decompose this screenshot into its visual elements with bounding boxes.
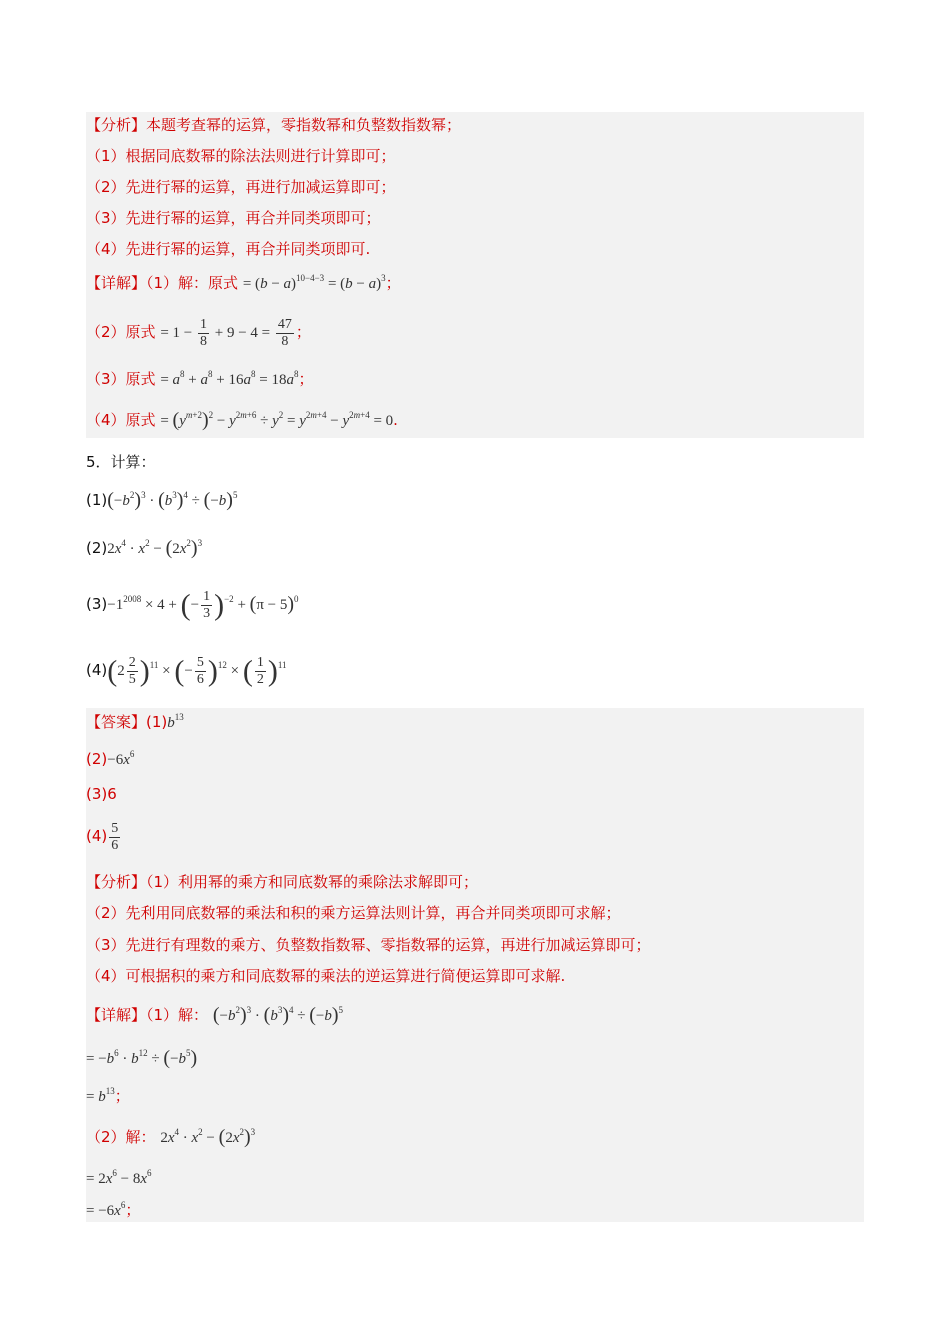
semicolon: ； [125,1201,141,1219]
detail-label: 【详解】 [86,1006,147,1024]
item-number: (2) [86,539,108,557]
detail-math: = $2x^6 - 8x^6$ [86,1168,152,1187]
detail-prefix: （1）解：原式 [146,274,239,292]
analysis2-point: （2）先利用同底数幂的乘法和积的乘方运算法则计算，再合并同类项即可求解； [86,904,621,922]
detail2-line-4 [86,1127,255,1148]
answer-line-4 [86,816,122,856]
detail-line-3 [86,369,313,390]
item-math: $(-b^2)^3 \cdot (b^3)^4 \div (-b)^5$ [107,489,238,511]
analysis-point: （1）根据同底数幂的除法法则进行计算即可； [86,147,396,165]
analysis2-point: （3）先进行有理数的乘方、负整数指数幂、零指数幂的运算，再进行加减运算即可； [86,936,651,954]
item-number: (4) [86,661,108,679]
item-math: (2 $\frac{2}{5}$ )$^{11}$ × (− $\frac{5}{6}$ )$^{12}$ × ( $\frac{1}{2}$ )$^{11}$ [107,654,287,688]
answer-math: $\frac{5}{6}$ [111,821,119,854]
item-math: $2x^4 \cdot x^2 - (2x^2)^3$ [107,537,203,559]
detail-math: $2x^4 \cdot x^2 - (2x^2)^3$ [160,1126,256,1148]
problem-item-1 [86,490,237,511]
detail-prefix: （2）原式 [86,323,156,341]
answer-number: (1) [146,713,168,731]
detail-math: = 1 − $\frac{1}{8}$ + 9 − 4 = $\frac{47}{8}$ [160,317,292,350]
detail-math: $(-b^2)^3 \cdot (b^3)^4 \div (-b)^5$ [212,1004,344,1026]
detail-math: = $-6x^6$ [86,1200,126,1219]
problem-item-3 [86,584,299,624]
item-math: $-1^{2008} \times 4$ + (− $\frac{1}{3}$ )$^{-2} + (\pi - 5)^0$ [107,588,299,622]
semicolon: ； [385,274,401,292]
analysis-intro: 本题考查幂的运算，零指数幂和负整数指数幂； [146,116,462,134]
detail2-line-5 [86,1168,152,1189]
detail2-line-2 [86,1048,197,1069]
detail-prefix: （1）解： [146,1006,209,1024]
detail-math: = $(y^{m+2})^2 - y^{2m+6} \div y^2 = y^{2m+4} - y^{2m+4} = 0$ [160,409,394,431]
detail-prefix: （4）原式 [86,411,156,429]
semicolon: ； [295,323,311,341]
detail-prefix: （2）解： [86,1128,156,1146]
detail-line-4 [86,410,398,431]
answer-line-3: (3)6 [86,785,117,803]
item-number: (1) [86,491,108,509]
detail2-line-3 [86,1086,130,1107]
period: . [393,411,398,429]
analysis-point: （2）先进行幂的运算，再进行加减运算即可； [86,178,396,196]
analysis-label: 【分析】 [86,116,147,134]
analysis-point: （1）利用幂的乘方和同底数幂的乘除法求解即可； [146,873,479,891]
answer-number: (2) [86,750,108,768]
item-number: (3) [86,595,108,613]
detail-math: = $a^8 + a^8 + 16a^8 = 18a^8$ [160,369,299,388]
detail2-line-1 [86,1005,343,1026]
detail2-line-6 [86,1200,140,1221]
analysis2-point: （4）可根据积的乘方和同底数幂的乘法的逆运算进行简便运算即可求解. [86,967,566,985]
answer-label: 【答案】 [86,713,147,731]
semicolon: ； [114,1087,130,1105]
analysis-point: （4）先进行幂的运算，再合并同类项即可. [86,240,371,258]
answer-number: (4) [86,827,108,845]
answer-line-1 [86,712,184,733]
problem-title: 5．计算： [86,453,156,471]
answer-math: $b^{13}$ [167,712,184,731]
semicolon: ； [298,370,314,388]
detail-math: = $(b - a)^{10-4-3} = (b - a)^3$ [242,273,386,292]
analysis2-line-1 [86,872,478,892]
problem-item-2 [86,538,202,559]
detail-line-2 [86,312,311,352]
detail-math: = $b^{13}$ [86,1086,115,1105]
analysis-label: 【分析】 [86,873,147,891]
problem-item-4 [86,650,287,690]
detail-math: = $-b^6 \cdot b^{12} \div (-b^5)$ [86,1047,198,1069]
answer-math: $-6x^6$ [107,749,135,768]
analysis-point: （3）先进行幂的运算，再合并同类项即可； [86,209,381,227]
analysis-intro-line [86,115,461,135]
detail-label: 【详解】 [86,274,147,292]
detail-line-1 [86,273,401,294]
answer-line-2 [86,749,134,770]
detail-prefix: （3）原式 [86,370,156,388]
